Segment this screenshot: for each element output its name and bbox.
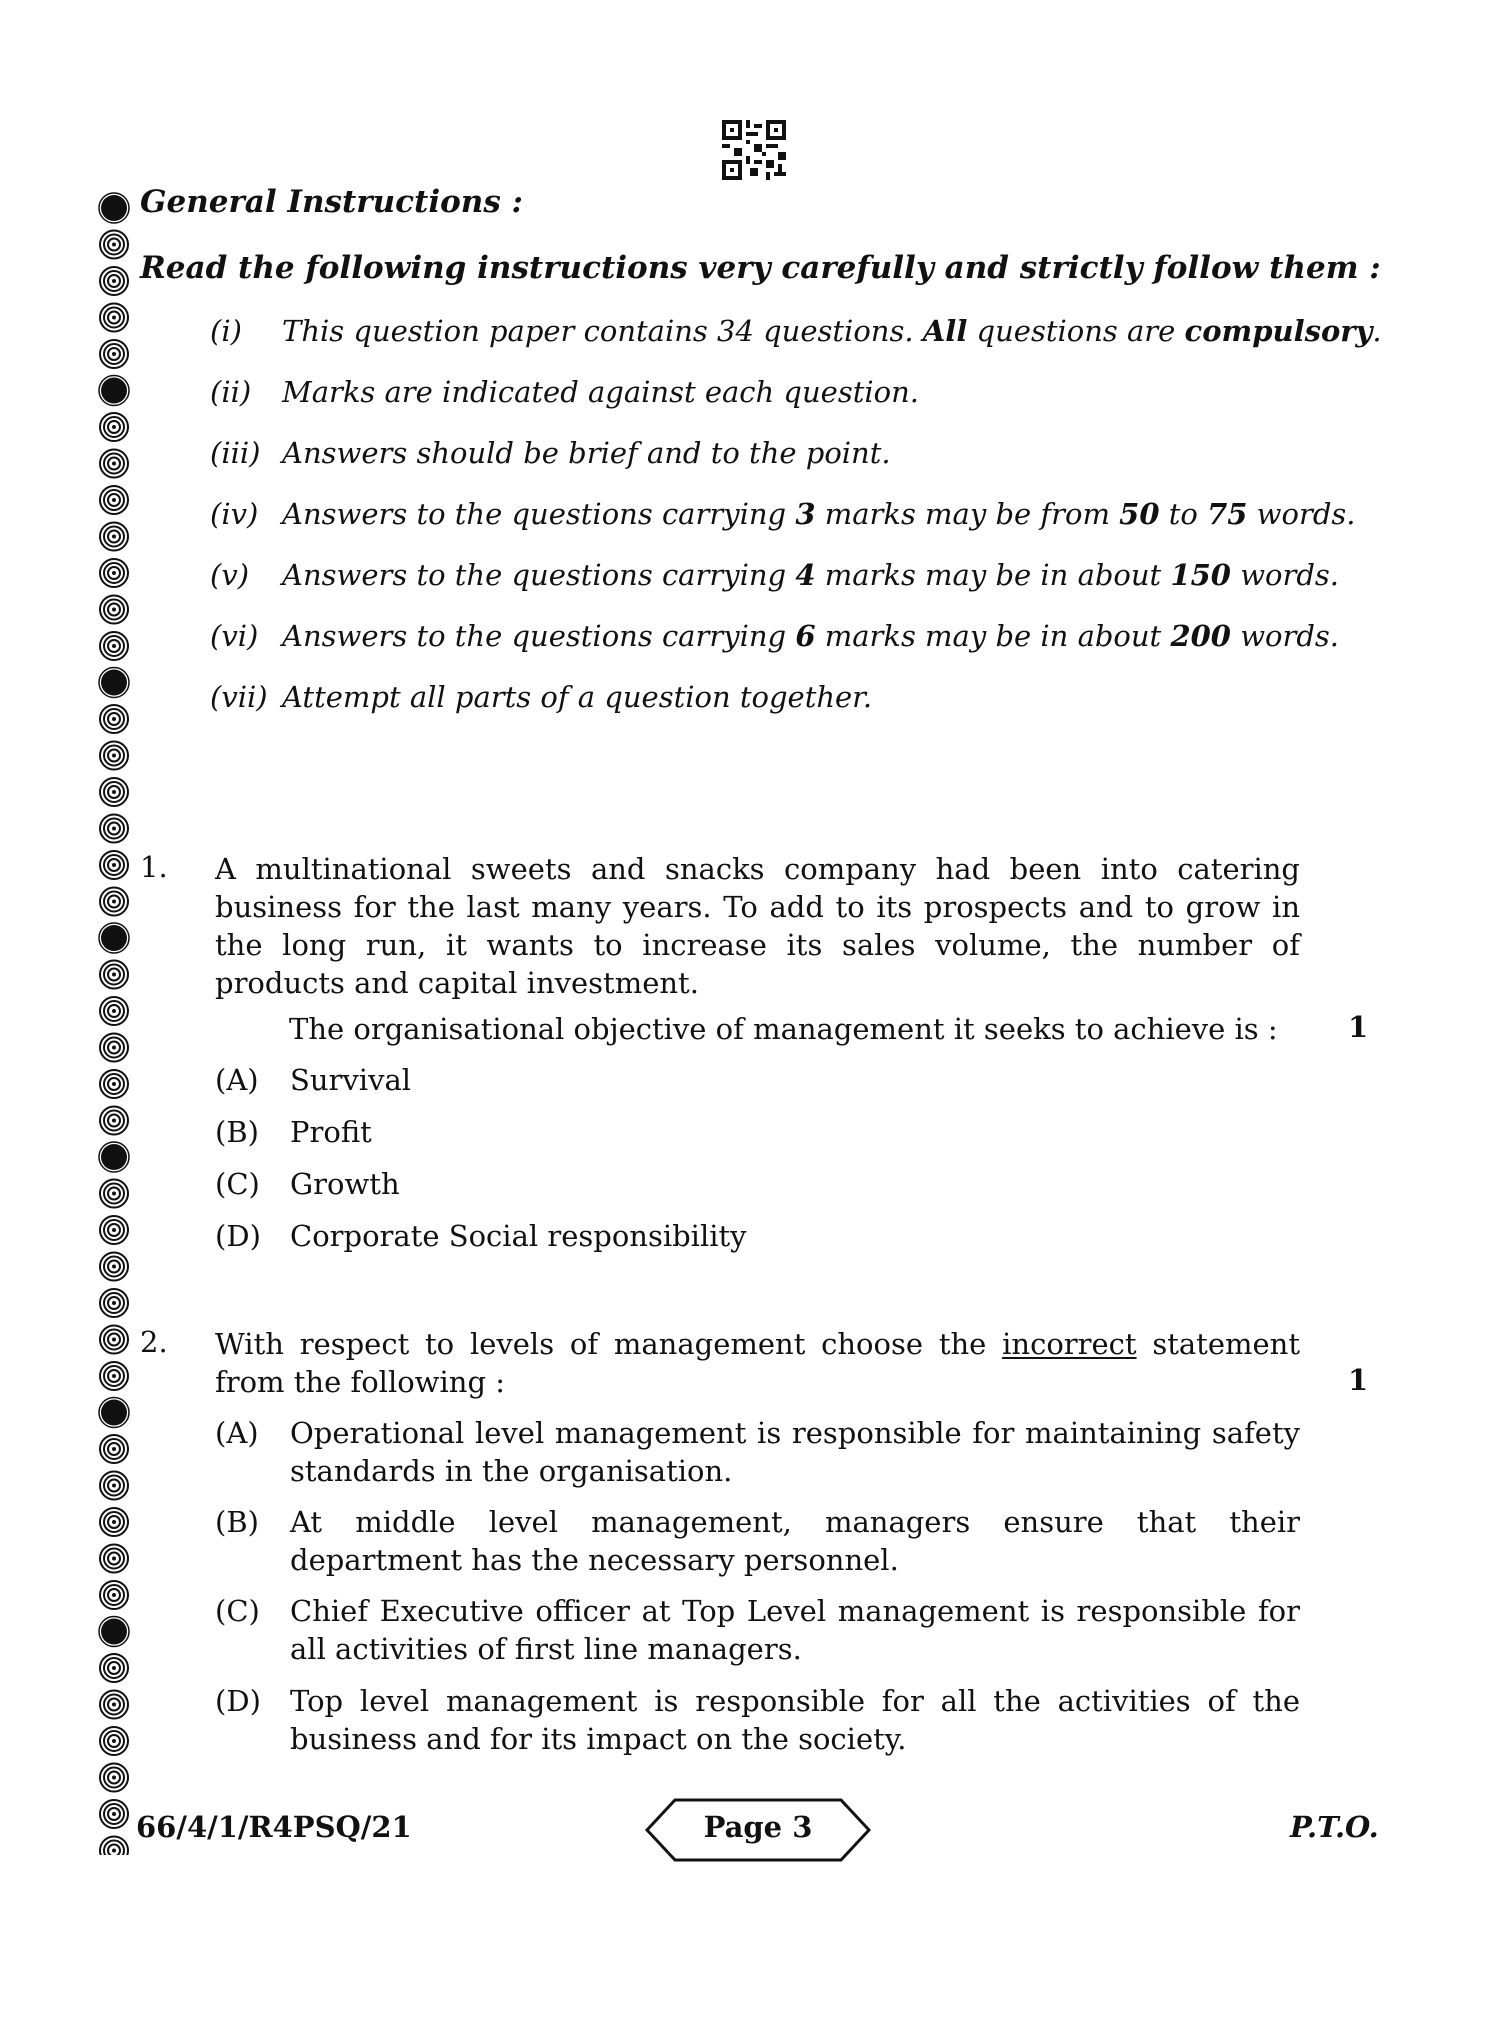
question-marks: 1: [1348, 1010, 1369, 1044]
question-text: With respect to levels of management choose the incorrect statement from the following :: [215, 1327, 1300, 1399]
margin-circle-mark: [100, 961, 128, 989]
margin-circle-mark: [100, 632, 128, 660]
question-text: A multinational sweets and snacks company had been into catering business for the last many years. To add to its prospects and to grow in the long run, it wants to increase its sales volume, the number of products and capital investment.: [215, 852, 1300, 1000]
margin-circle-mark: [100, 815, 128, 843]
instruction-item: (vii) Attempt all parts of a question together.: [210, 680, 873, 714]
margin-circle-mark: [100, 1837, 128, 1856]
instruction-item: (ii) Marks are indicated against each question.: [210, 375, 919, 409]
question-number: 2.: [140, 1325, 168, 1359]
margin-circle-mark: [100, 1764, 128, 1792]
margin-circle-mark: [99, 1142, 129, 1172]
margin-circle-mark: [100, 888, 128, 916]
margin-circle-mark: [100, 1180, 128, 1208]
instruction-item: (iv) Answers to the questions carrying 3 marks may be from 50 to 75 words.: [210, 497, 1356, 531]
margin-circle-mark: [100, 1107, 128, 1135]
option-item: (C) Growth: [215, 1167, 400, 1201]
margin-circle-mark: [100, 851, 128, 879]
margin-circle-mark: [100, 1034, 128, 1062]
margin-circle-mark: [100, 523, 128, 551]
margin-circle-mark: [100, 742, 128, 770]
qr-code-icon: [722, 120, 786, 180]
instructions-heading: General Instructions :: [140, 184, 524, 220]
margin-circle-mark: [99, 193, 129, 223]
margin-circle-mark: [100, 1654, 128, 1682]
option-item: (D) Corporate Social responsibility: [215, 1219, 747, 1253]
margin-circle-mark: [100, 1362, 128, 1390]
margin-circle-mark: [100, 1253, 128, 1281]
margin-circle-mark: [100, 413, 128, 441]
instruction-item: (i) This question paper contains 34 questions. All questions are compulsory.: [210, 314, 1382, 348]
margin-circle-mark: [100, 1070, 128, 1098]
option-item: (D) Top level management is responsible for all the activities of the business and for its impact on the society.: [215, 1684, 1300, 1756]
margin-circle-mark: [100, 1727, 128, 1755]
margin-circle-mark: [100, 1581, 128, 1609]
instructions-subheading: Read the following instructions very carefully and strictly follow them :: [140, 250, 1381, 286]
instruction-item: (v) Answers to the questions carrying 4 marks may be in about 150 words.: [210, 558, 1340, 592]
question-marks: 1: [1348, 1363, 1369, 1397]
margin-circle-mark: [100, 1435, 128, 1463]
margin-border-strip: [96, 190, 136, 1855]
margin-circle-mark: [100, 340, 128, 368]
margin-circle-mark: [100, 997, 128, 1025]
margin-circle-mark: [100, 231, 128, 259]
margin-circle-mark: [100, 778, 128, 806]
option-item: (A) Survival: [215, 1063, 412, 1097]
margin-circle-mark: [100, 596, 128, 624]
margin-circle-mark: [100, 486, 128, 514]
option-item: (B) Profit: [215, 1115, 372, 1149]
page-number: Page 3: [703, 1810, 813, 1844]
margin-circle-mark: [99, 1617, 129, 1647]
margin-circle-mark: [99, 668, 129, 698]
margin-circle-mark: [100, 1545, 128, 1573]
margin-circle-mark: [100, 1800, 128, 1828]
margin-circle-mark: [100, 267, 128, 295]
margin-circle-mark: [100, 450, 128, 478]
pto-label: P.T.O.: [1290, 1810, 1379, 1844]
margin-circle-mark: [100, 559, 128, 587]
option-item: (C) Chief Executive officer at Top Level management is responsible for all activities of first line managers.: [215, 1594, 1300, 1666]
margin-circle-mark: [100, 705, 128, 733]
margin-circle-mark: [100, 1508, 128, 1536]
question-prompt: The organisational objective of management it seeks to achieve is :: [289, 1012, 1278, 1046]
question-number: 1.: [140, 850, 168, 884]
margin-circle-mark: [100, 1289, 128, 1317]
margin-circle-mark: [99, 1398, 129, 1428]
instruction-item: (vi) Answers to the questions carrying 6 marks may be in about 200 words.: [210, 619, 1340, 653]
option-item: (B) At middle level management, managers ensure that their department has the necessary personnel.: [215, 1505, 1300, 1577]
emphasis-underline: incorrect: [1002, 1327, 1137, 1361]
margin-circle-mark: [100, 304, 128, 332]
paper-code: 66/4/1/R4PSQ/21: [136, 1810, 412, 1844]
margin-circle-mark: [99, 923, 129, 953]
instruction-item: (iii) Answers should be brief and to the point.: [210, 436, 891, 470]
margin-circle-mark: [100, 1216, 128, 1244]
option-item: (A) Operational level management is responsible for maintaining safety standards in the organisation.: [215, 1416, 1300, 1488]
margin-circle-mark: [100, 1691, 128, 1719]
margin-circle-mark: [100, 1472, 128, 1500]
margin-circle-mark: [100, 1326, 128, 1354]
margin-circle-mark: [99, 376, 129, 406]
